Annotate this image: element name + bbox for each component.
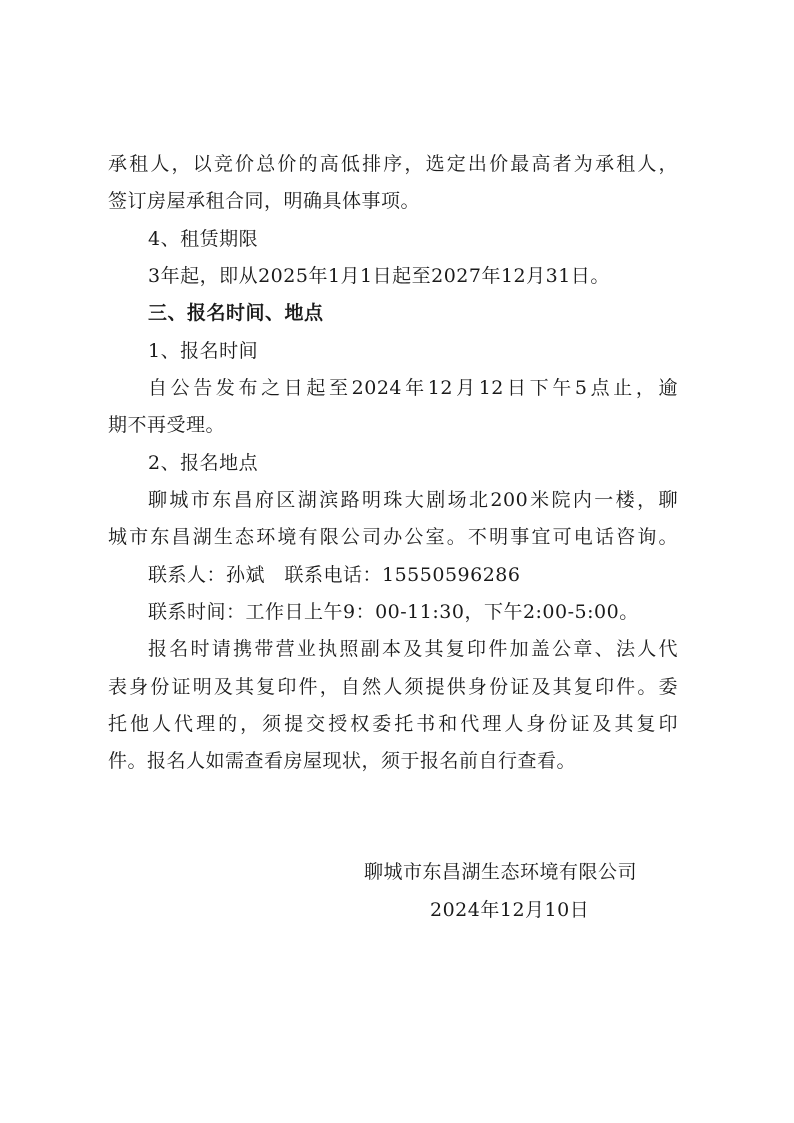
body-line: 托他人代理的，须提交授权委托书和代理人身份证及其复印 (108, 713, 678, 735)
contact-line: 联系人：孙斌 联系电话：15550596286 (148, 564, 521, 586)
body-line: 聊城市东昌府区湖滨路明珠大剧场北200米院内一楼，聊 (148, 489, 678, 511)
body-line: 自公告发布之日起至2024年12月12日下午5点止，逾 (148, 377, 678, 399)
body-line: 表身份证明及其复印件，自然人须提供身份证及其复印件。委 (108, 676, 678, 698)
body-line: 件。报名人如需查看房屋现状，须于报名前自行查看。 (108, 750, 577, 772)
section-heading: 三、报名时间、地点 (148, 302, 324, 324)
signature-date: 2024年12月10日 (430, 899, 590, 921)
body-line: 期不再受理。 (108, 414, 226, 436)
body-line: 3年起，即从2025年1月1日起至2027年12月31日。 (148, 265, 610, 287)
contact-hours-line: 联系时间：工作日上午9：00-11:30，下午2:00-5:00。 (148, 601, 639, 623)
subheading-registration-time: 1、报名时间 (148, 340, 259, 362)
subheading-lease-term: 4、租赁期限 (148, 228, 259, 250)
body-line: 签订房屋承租合同，明确具体事项。 (108, 190, 421, 212)
body-line: 城市东昌湖生态环境有限公司办公室。不明事宜可电话咨询。 (108, 526, 678, 548)
body-line: 承租人，以竞价总价的高低排序，选定出价最高者为承租人， (108, 153, 678, 175)
body-line: 报名时请携带营业执照副本及其复印件加盖公章、法人代 (148, 638, 678, 660)
signature-company: 聊城市东昌湖生态环境有限公司 (364, 861, 638, 883)
subheading-registration-place: 2、报名地点 (148, 452, 259, 474)
